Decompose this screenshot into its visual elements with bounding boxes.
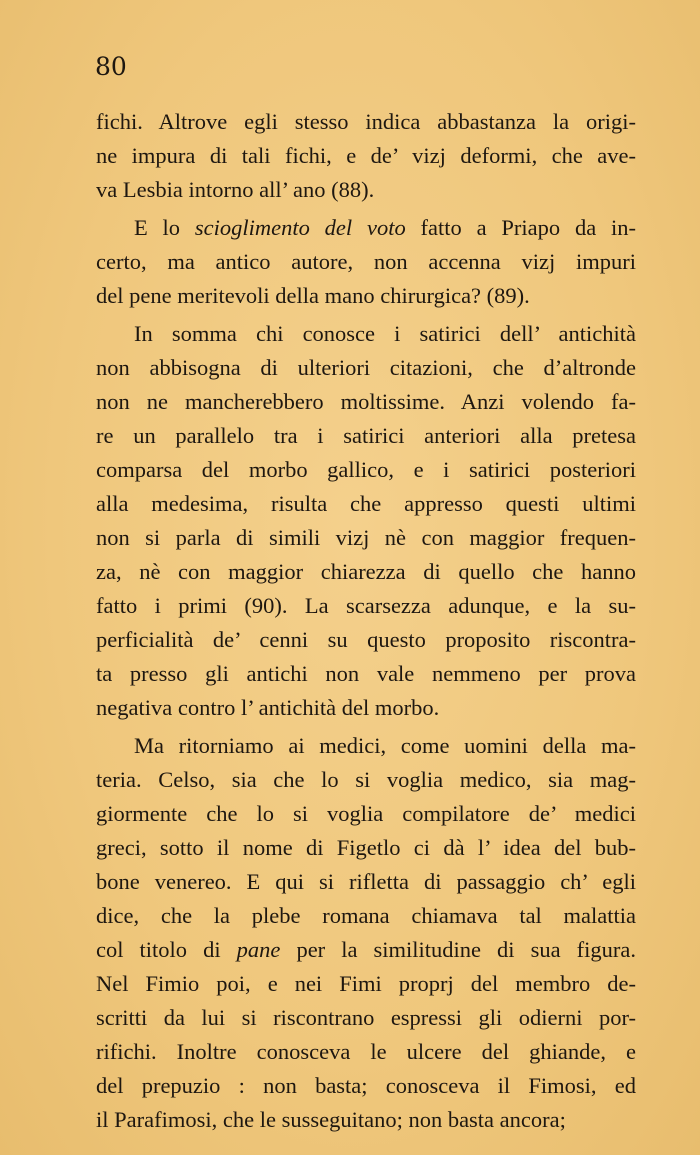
text-line: del pene meritevoli della mano chirurgica? (89).	[96, 283, 530, 308]
text-line: fichi. Altrove egli stesso indica abbastanza la origi-	[96, 109, 636, 134]
text-line: za, nè con maggior chiarezza di quello che hanno	[96, 559, 636, 584]
text-line: perficialità de’ cenni su questo proposito riscontra-	[96, 627, 636, 652]
text-line: bone venereo. E qui si rifletta di passaggio ch’ egli	[96, 869, 636, 894]
text-line: negativa contro l’ antichità del morbo.	[96, 695, 440, 720]
italic-phrase: pane	[236, 937, 281, 962]
text-line: Ma ritorniamo ai medici, come uomini della ma-	[134, 733, 636, 758]
paragraph	[96, 729, 636, 1137]
text-line: col titolo di pane per la similitudine di sua figura.	[96, 937, 636, 962]
text-line: dice, che la plebe romana chiamava tal malattia	[96, 903, 636, 928]
text-line: In somma chi conosce i satirici dell’ antichità	[134, 321, 636, 346]
text-line: il Parafimosi, che le susseguitano; non basta ancora;	[96, 1107, 566, 1132]
body-text	[96, 105, 636, 1137]
text-line: rifichi. Inoltre conosceva le ulcere del ghiande, e	[96, 1039, 636, 1064]
text-line: teria. Celso, sia che lo si voglia medico, sia mag-	[96, 767, 636, 792]
text-line: ta presso gli antichi non vale nemmeno per prova	[96, 661, 636, 686]
italic-phrase: scioglimento del voto	[194, 215, 406, 240]
text-line: re un parallelo tra i satirici anteriori alla pretesa	[96, 423, 636, 448]
paragraph	[96, 105, 636, 207]
page-number: 80	[95, 52, 127, 81]
text-line: giormente che lo si voglia compilatore de’ medici	[96, 801, 636, 826]
paragraph	[96, 317, 636, 725]
paragraph	[96, 211, 636, 313]
text-line: Nel Fimio poi, e nei Fimi proprj del membro de-	[96, 971, 636, 996]
text-line: non ne mancherebbero moltissime. Anzi volendo fa-	[96, 389, 636, 414]
text-line: greci, sotto il nome di Figetlo ci dà l’ idea del bub-	[96, 835, 636, 860]
text-line: del prepuzio : non basta; conosceva il Fimosi, ed	[96, 1073, 636, 1098]
text-line: alla medesima, risulta che appresso questi ultimi	[96, 491, 636, 516]
text-line: ne impura di tali fichi, e de’ vizj deformi, che ave-	[96, 143, 636, 168]
text-line: non si parla di simili vizj nè con maggior frequen-	[96, 525, 636, 550]
text-line: certo, ma antico autore, non accenna vizj impuri	[96, 249, 636, 274]
text-line: E lo scioglimento del voto fatto a Priapo da in-	[134, 215, 636, 240]
text-line: fatto i primi (90). La scarsezza adunque, e la su-	[96, 593, 636, 618]
text-line: non abbisogna di ulteriori citazioni, che d’altronde	[96, 355, 636, 380]
text-line: scritti da lui si riscontrano espressi gli odierni por-	[96, 1005, 636, 1030]
text-line: comparsa del morbo gallico, e i satirici posteriori	[96, 457, 636, 482]
text-line: va Lesbia intorno all’ ano (88).	[96, 177, 375, 202]
